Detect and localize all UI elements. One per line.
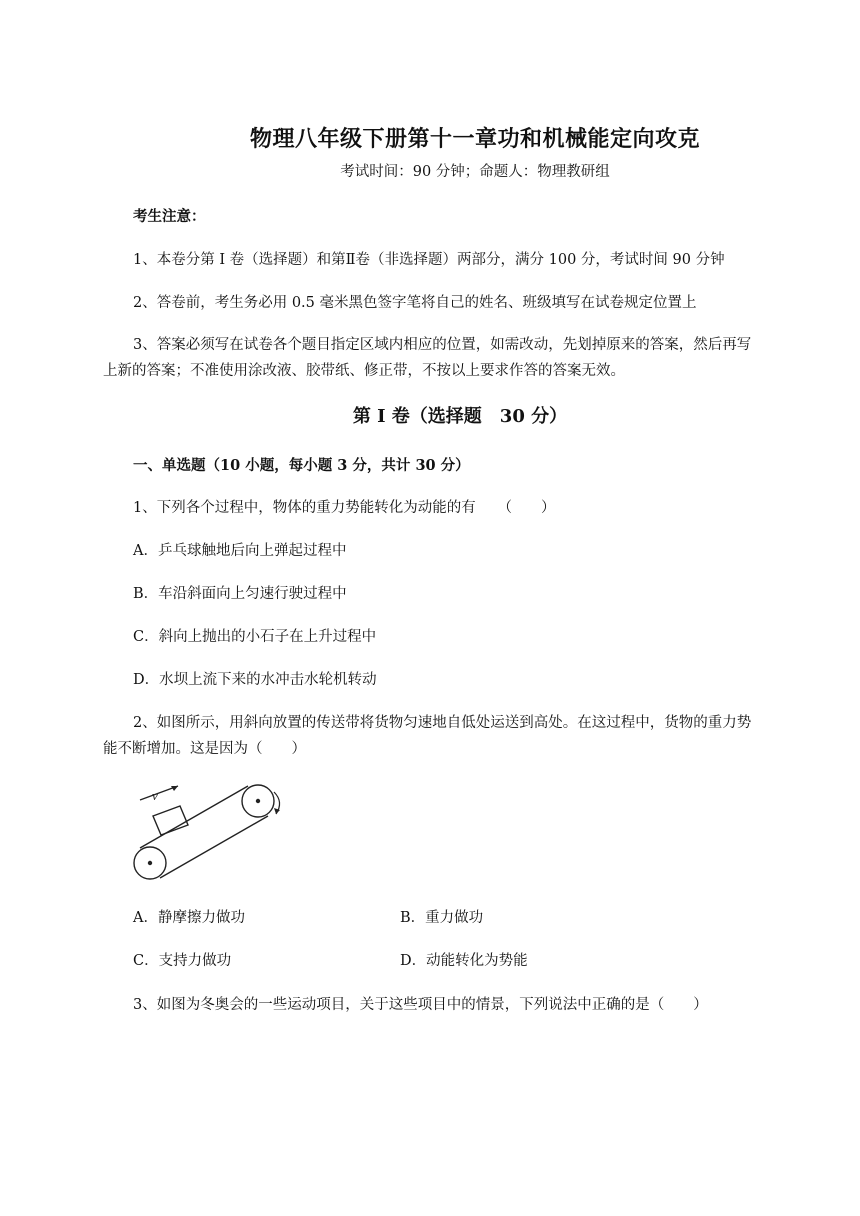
question-1-stem: 1、下列各个过程中，物体的重力势能转化为动能的有 （ ） xyxy=(133,500,556,516)
question-1-option-d: D．水坝上流下来的水冲击水轮机转动 xyxy=(133,672,377,688)
exam-info: 考试时间：90 分钟；命题人：物理教研组 xyxy=(340,164,610,180)
section-title: 第 I 卷（选择题 30 分） xyxy=(352,406,568,427)
question-1-option-c: C．斜向上抛出的小石子在上升过程中 xyxy=(133,629,377,645)
note-item-1: 1、本卷分第 I 卷（选择题）和第Ⅱ卷（非选择题）两部分，满分 100 分，考试时间 90 分钟 xyxy=(133,252,725,268)
question-2-stem-line1: 2、如图所示，用斜向放置的传送带将货物匀速地自低处运送到高处。在这过程中，货物的重力势 xyxy=(133,715,752,731)
question-3-stem: 3、如图为冬奥会的一些运动项目，关于这些项目中的情景，下列说法中正确的是（ ） xyxy=(133,997,708,1013)
question-1-option-b: B．车沿斜面向上匀速行驶过程中 xyxy=(133,586,347,602)
note-item-2: 2、答卷前，考生务必用 0.5 毫米黑色签字笔将自己的姓名、班级填写在试卷规定位置上 xyxy=(133,295,697,311)
page-title: 物理八年级下册第十一章功和机械能定向攻克 xyxy=(249,126,700,152)
question-2-option-b: B．重力做功 xyxy=(400,910,484,926)
question-2-option-a: A．静摩擦力做功 xyxy=(133,910,245,926)
question-2-option-d: D．动能转化为势能 xyxy=(400,953,528,969)
question-2-option-c: C．支持力做功 xyxy=(133,953,232,969)
velocity-label: v xyxy=(152,788,158,803)
note-item-3-line1: 3、答案必须写在试卷各个题目指定区域内相应的位置，如需改动，先划掉原来的答案，然后再写 xyxy=(133,337,752,353)
notes-heading: 考生注意： xyxy=(133,208,206,225)
conveyor-belt-figure xyxy=(128,780,298,894)
note-item-3-line2: 上新的答案；不准使用涂改液、胶带纸、修正带，不按以上要求作答的答案无效。 xyxy=(103,363,625,379)
question-1-option-a: A．乒乓球触地后向上弹起过程中 xyxy=(133,543,347,559)
question-2-stem-line2: 能不断增加。这是因为（ ） xyxy=(103,741,306,757)
section-subtitle: 一、单选题（10 小题，每小题 3 分，共计 30 分） xyxy=(133,457,470,474)
